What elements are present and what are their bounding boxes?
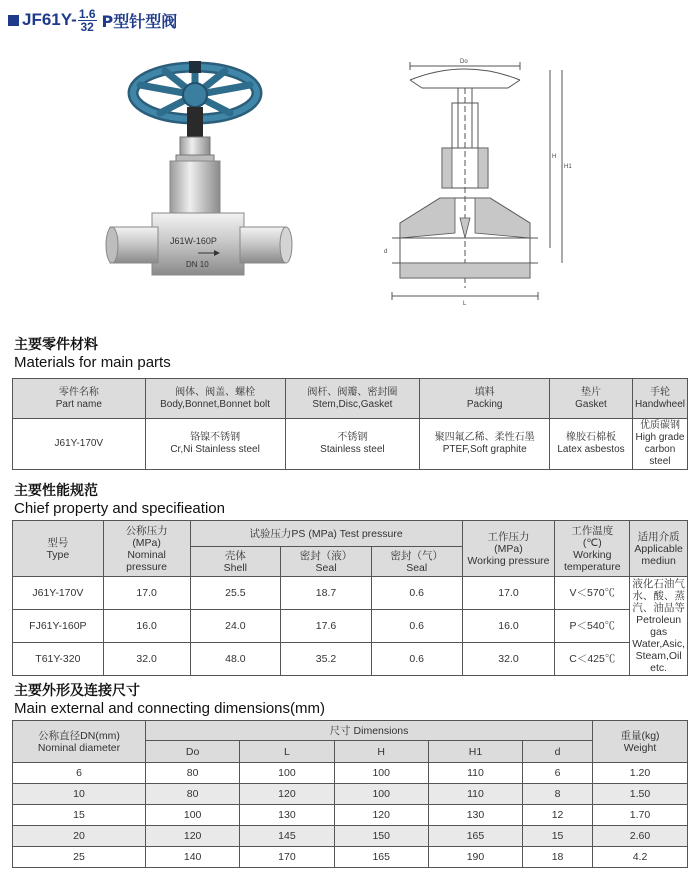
dimensions-col-do: Do bbox=[146, 741, 240, 763]
performance-col-working: 工作压力 (MPa) Working pressure bbox=[462, 521, 555, 577]
performance-header-row-1 bbox=[13, 521, 688, 547]
page-title bbox=[8, 4, 177, 36]
drawing-label-h: H bbox=[552, 154, 557, 160]
performance-col-temperature: 工作温度 (℃) Working temperature bbox=[555, 521, 630, 577]
dimensions-col-h: H bbox=[334, 741, 428, 763]
valve-photo bbox=[90, 55, 300, 295]
materials-cell-body: 铬镍不锈钢 Cr,Ni Stainless steel bbox=[145, 419, 285, 470]
dimensions-col-weight: 重量(kg) Weight bbox=[593, 721, 688, 763]
performance-col-seal-gas: 密封（气） Seal bbox=[371, 547, 462, 577]
dimensions-col-h1: H1 bbox=[428, 741, 522, 763]
performance-cell-medium: 液化石油气水、酸、蒸汽、油品等 Petroleun gas Water,Asic, Steam,Oil etc. bbox=[630, 577, 688, 676]
performance-col-seal-liquid: 密封（液） Seal bbox=[281, 547, 372, 577]
valve-marking-1: J61W-160P bbox=[170, 236, 217, 246]
table-row: 10 80 120 100 110 8 1.50 bbox=[13, 784, 688, 805]
materials-cell-handwheel: 优质碳钢 High grade carbon steel bbox=[632, 419, 687, 470]
table-row bbox=[13, 419, 688, 470]
dimensions-col-dims: 尺寸 Dimensions bbox=[146, 721, 593, 741]
drawing-label-do: Do bbox=[460, 59, 468, 65]
materials-col-part-name: 零件名称 Part name bbox=[13, 379, 146, 419]
performance-col-nominal: 公称压力 (MPa) Nominal pressure bbox=[103, 521, 190, 577]
materials-col-handwheel: 手轮 Handwheel bbox=[632, 379, 687, 419]
materials-header-row bbox=[13, 379, 688, 419]
drawing-label-l: L bbox=[463, 301, 467, 307]
valve-marking-2: DN 10 bbox=[186, 260, 209, 269]
dimensions-table bbox=[12, 720, 688, 868]
title-pressure-fraction: $\frac{1.6}{32}$ bbox=[78, 6, 96, 34]
table-row: FJ61Y-160P 16.0 24.0 17.6 0.6 16.0 P＜540℃ bbox=[13, 610, 688, 643]
table-row: 20 120 145 150 165 15 2.60 bbox=[13, 826, 688, 847]
valve-cross-section-drawing bbox=[380, 48, 580, 308]
materials-col-stem: 阀杆、阀瓣、密封圈 Stem,Disc,Gasket bbox=[285, 379, 420, 419]
dimensions-col-dn: 公称直径DN(mm) Nominal diameter bbox=[13, 721, 146, 763]
materials-col-packing: 填料 Packing bbox=[420, 379, 550, 419]
dimensions-col-l: L bbox=[240, 741, 334, 763]
materials-cell-packing: 聚四氟乙稀、柔性石墨 PTEF,Soft graphite bbox=[420, 419, 550, 470]
performance-col-type: 型号 Type bbox=[13, 521, 104, 577]
title-name: P型针型阀 bbox=[101, 11, 178, 31]
performance-col-test-pressure: 试验压力PS (MPa) Test pressure bbox=[190, 521, 462, 547]
table-row: 25 140 170 165 190 18 4.2 bbox=[13, 847, 688, 868]
materials-col-gasket: 垫片 Gasket bbox=[550, 379, 633, 419]
dimensions-heading: 主要外形及连接尺寸 Main external and connecting dimensions(mm) bbox=[14, 683, 325, 717]
materials-cell-stem: 不锈钢 Stainless steel bbox=[285, 419, 420, 470]
materials-cell-gasket: 橡胶石棉板 Latex asbestos bbox=[550, 419, 633, 470]
table-row: J61Y-170V 17.0 25.5 18.7 0.6 17.0 V＜570℃ 液化石油气水、酸、蒸汽、油品等 Petroleun gas Water,Asic, Steam,Oil etc. bbox=[13, 577, 688, 610]
table-row: T61Y-320 32.0 48.0 35.2 0.6 32.0 C＜425℃ bbox=[13, 643, 688, 676]
table-row: 15 100 130 120 130 12 1.70 bbox=[13, 805, 688, 826]
title-code: JF61Y- bbox=[22, 10, 77, 29]
materials-cell-type: J61Y-170V bbox=[13, 419, 146, 470]
performance-col-shell: 壳体 Shell bbox=[190, 547, 281, 577]
title-square-icon bbox=[8, 15, 19, 26]
materials-table bbox=[12, 378, 688, 470]
performance-heading: 主要性能规范 Chief property and specifieation bbox=[14, 483, 225, 517]
drawing-label-d: d bbox=[384, 249, 388, 255]
dimensions-header-row-1 bbox=[13, 721, 688, 741]
performance-table bbox=[12, 520, 688, 676]
performance-col-medium: 适用介质 Applicable mediun bbox=[630, 521, 688, 577]
materials-heading: 主要零件材料 Materials for main parts bbox=[14, 337, 171, 371]
table-row: 6 80 100 100 110 6 1.20 bbox=[13, 763, 688, 784]
materials-col-body: 阀体、阀盖、螺栓 Body,Bonnet,Bonnet bolt bbox=[145, 379, 285, 419]
dimensions-col-d: d bbox=[523, 741, 593, 763]
drawing-label-h1: H1 bbox=[564, 164, 572, 170]
